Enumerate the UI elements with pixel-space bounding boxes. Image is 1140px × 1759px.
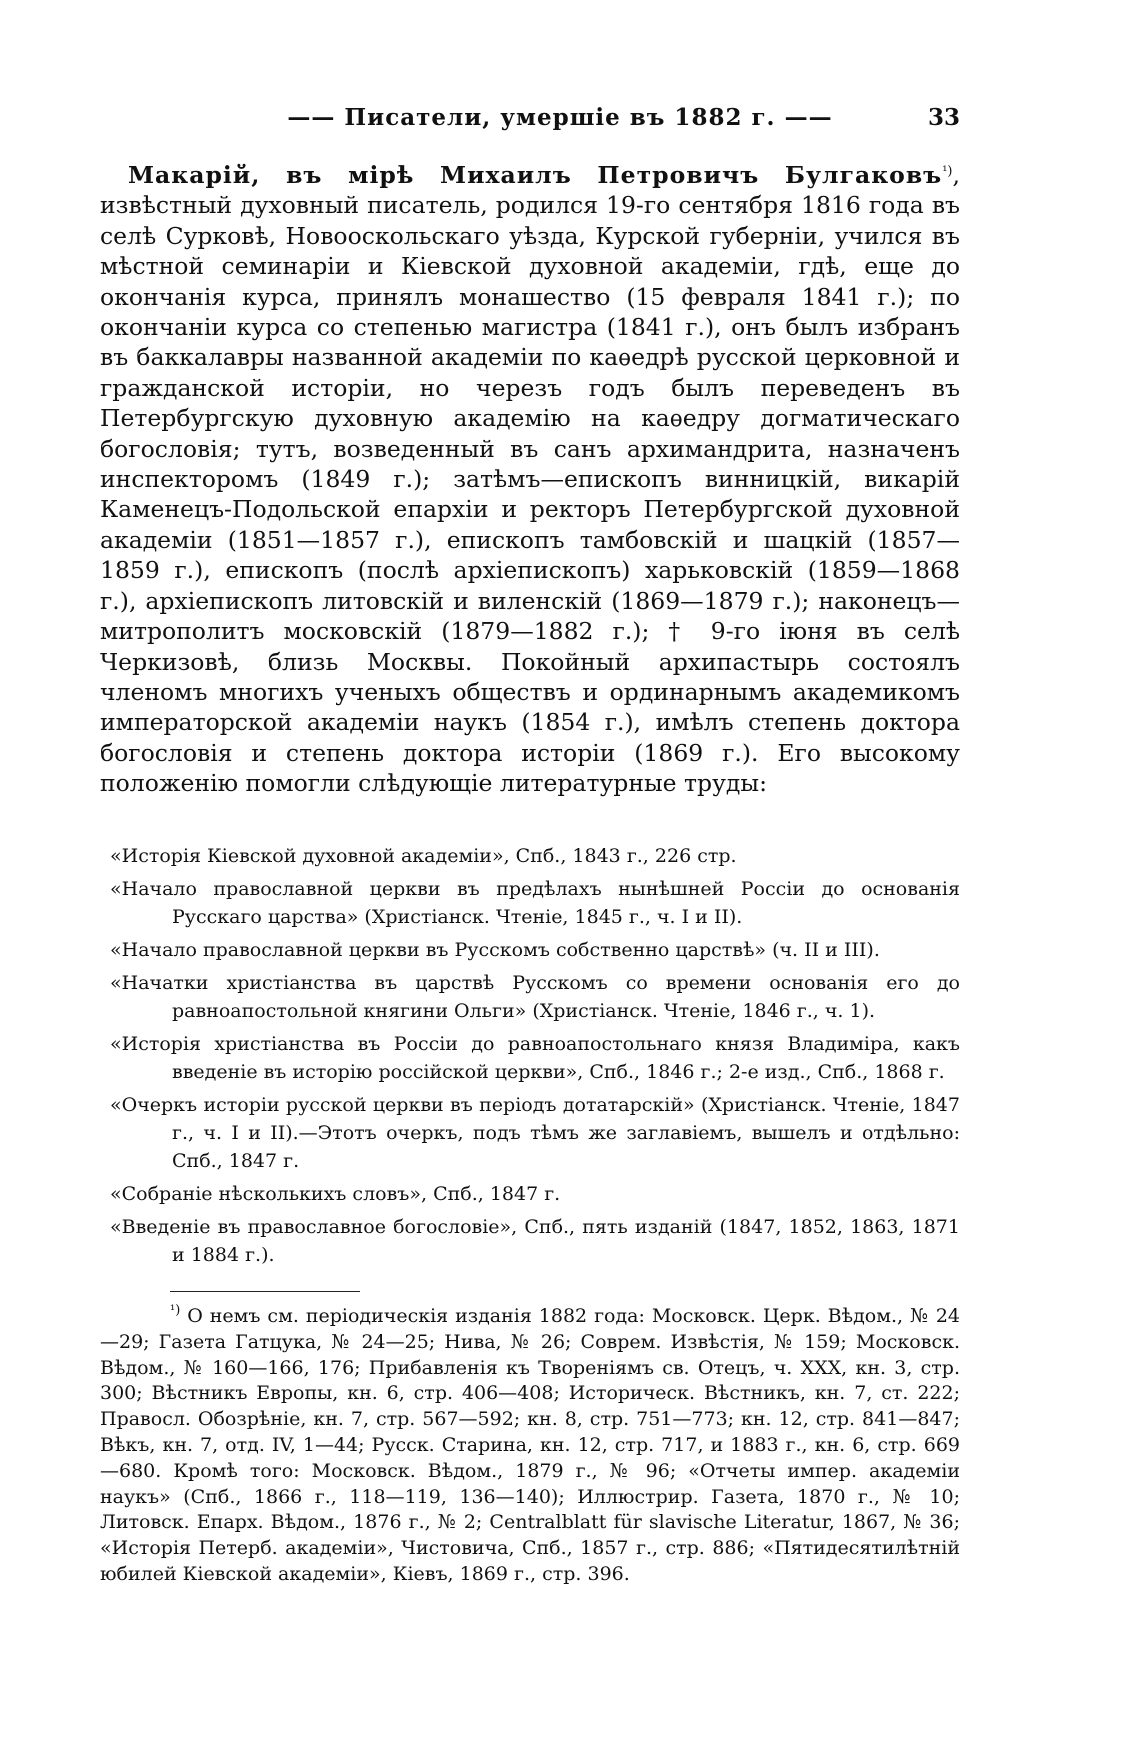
article-body: , извѣстный духовный писатель, родился 19-го сентября 1816 года въ селѣ Сурковѣ, Новооскольскаго уѣзда, Курской губерніи, учился въ мѣстной семинаріи и Кіевской духовной академіи, гдѣ, еще до окончанія курса, принялъ монашество (15 февраля 1841 г.); по окончаніи курса со степенью магистра (1841 г.), онъ былъ избранъ въ баккалавры названной академіи по каѳедрѣ русской церковной и гражданской исторіи, но черезъ годъ былъ переведенъ въ Петербургскую духовную академію на каѳедру догматическаго богословія; тутъ, возведенный въ санъ архимандрита, назначенъ инспекторомъ (1849 г.); затѣмъ—епископъ винницкій, викарій Каменецъ-Подольской епархіи и ректоръ Петербургской духовной академіи (1851—1857 г.), епископъ тамбовскій и шацкій (1857—1859 г.), епископъ (послѣ архіепископъ) харьковскій (1859—1868 г.), архіепископъ литовскій и виленскій (1869—1879 г.); наконецъ—митрополитъ московскій (1879—1882 г.); † 9-го іюня въ селѣ Черкизовѣ, близь Москвы. Покойный архипастырь состоялъ членомъ многихъ ученыхъ обществъ и ординарнымъ академикомъ императорской академіи наукъ (1854 г.), имѣлъ степень доктора богословія и степень доктора исторіи (1869 г.). Его высокому положенію помогли слѣдующіе литературные труды:: [100, 161, 960, 798]
work-entry: «Начало православной церкви въ предѣлахъ нынѣшней Россіи до основанія Русскаго царства» (Христіанск. Чтеніе, 1845 г., ч. I и II).: [110, 878, 960, 928]
works-list: [100, 842, 960, 1274]
work-entry: «Собраніе нѣсколькихъ словъ», Спб., 1847 г.: [110, 1183, 561, 1205]
footnote: [100, 1304, 960, 1588]
work-entry: «Очеркъ исторіи русской церкви въ періодъ дотатарскій» (Христіанск. Чтеніе, 1847 г., ч. I и II).—Этотъ очеркъ, подъ тѣмъ же заглавіемъ, вышелъ и отдѣльно: Спб., 1847 г.: [110, 1094, 960, 1172]
work-entry: «Начало православной церкви въ Русскомъ собственно царствѣ» (ч. II и III).: [110, 939, 880, 961]
work-entry: «Исторія Кіевской духовной академіи», Спб., 1843 г., 226 стр.: [110, 845, 737, 867]
footnote-text: О немъ см. періодическія изданія 1882 года: Московск. Церк. Вѣдом., № 24—29; Газета Гатцука, № 24—25; Нива, № 26; Соврем. Извѣстія, № 159; Московск. Вѣдом., № 160—166, 176; Прибавленія къ Твореніямъ св. Отецъ, ч. XXX, кн. 3, стр. 300; Вѣстникъ Европы, кн. 6, стр. 406—408; Историческ. Вѣстникъ, кн. 7, ст. 222; Правосл. Обозрѣніе, кн. 7, стр. 567—592; кн. 8, стр. 751—773; кн. 12, стр. 841—847; Вѣкъ, кн. 7, отд. IV, 1—44; Русск. Старина, кн. 12, стр. 717, и 1883 г., кн. 6, стр. 669—680. Кромѣ того: Московск. Вѣдом., 1879 г., № 96; «Отчеты импер. академіи наукъ» (Спб., 1866 г., 118—119, 136—140); Иллюстрир. Газета, 1870 г., № 10; Литовск. Епарх. Вѣдом., 1876 г., № 2; Centralblatt für slavische Literatur, 1867, № 36; «Исторія Петерб. академіи», Чистовича, Спб., 1857 г., стр. 886; «Пятидесятилѣтній юбилей Кіевской академіи», Кіевъ, 1869 г., стр. 396.: [100, 1305, 960, 1585]
work-entry: «Исторія христіанства въ Россіи до равноапостольнаго князя Владиміра, какъ введеніе въ исторію россійской церкви», Спб., 1846 г.; 2-е изд., Спб., 1868 г.: [110, 1033, 960, 1083]
footnote-reference: ¹): [942, 164, 953, 179]
work-entry: «Начатки христіанства въ царствѣ Русскомъ со времени основанія его до равноапостольной княгини Ольги» (Христіанск. Чтеніе, 1846 г., ч. 1).: [110, 972, 960, 1022]
article-paragraph: [100, 160, 960, 799]
running-head: —— Писатели, умершіе въ 1882 г. ——: [287, 104, 833, 131]
footnote-divider: [170, 1291, 360, 1292]
footnote-marker: ¹): [170, 1303, 181, 1318]
work-entry: «Введеніе въ православное богословіе», Спб., пять изданій (1847, 1852, 1863, 1871 и 1884 г.).: [110, 1216, 960, 1266]
article-subject-name: Макарій, въ мірѣ Михаилъ Петровичъ Булгаковъ: [128, 161, 943, 189]
page-number: 33: [927, 104, 960, 131]
